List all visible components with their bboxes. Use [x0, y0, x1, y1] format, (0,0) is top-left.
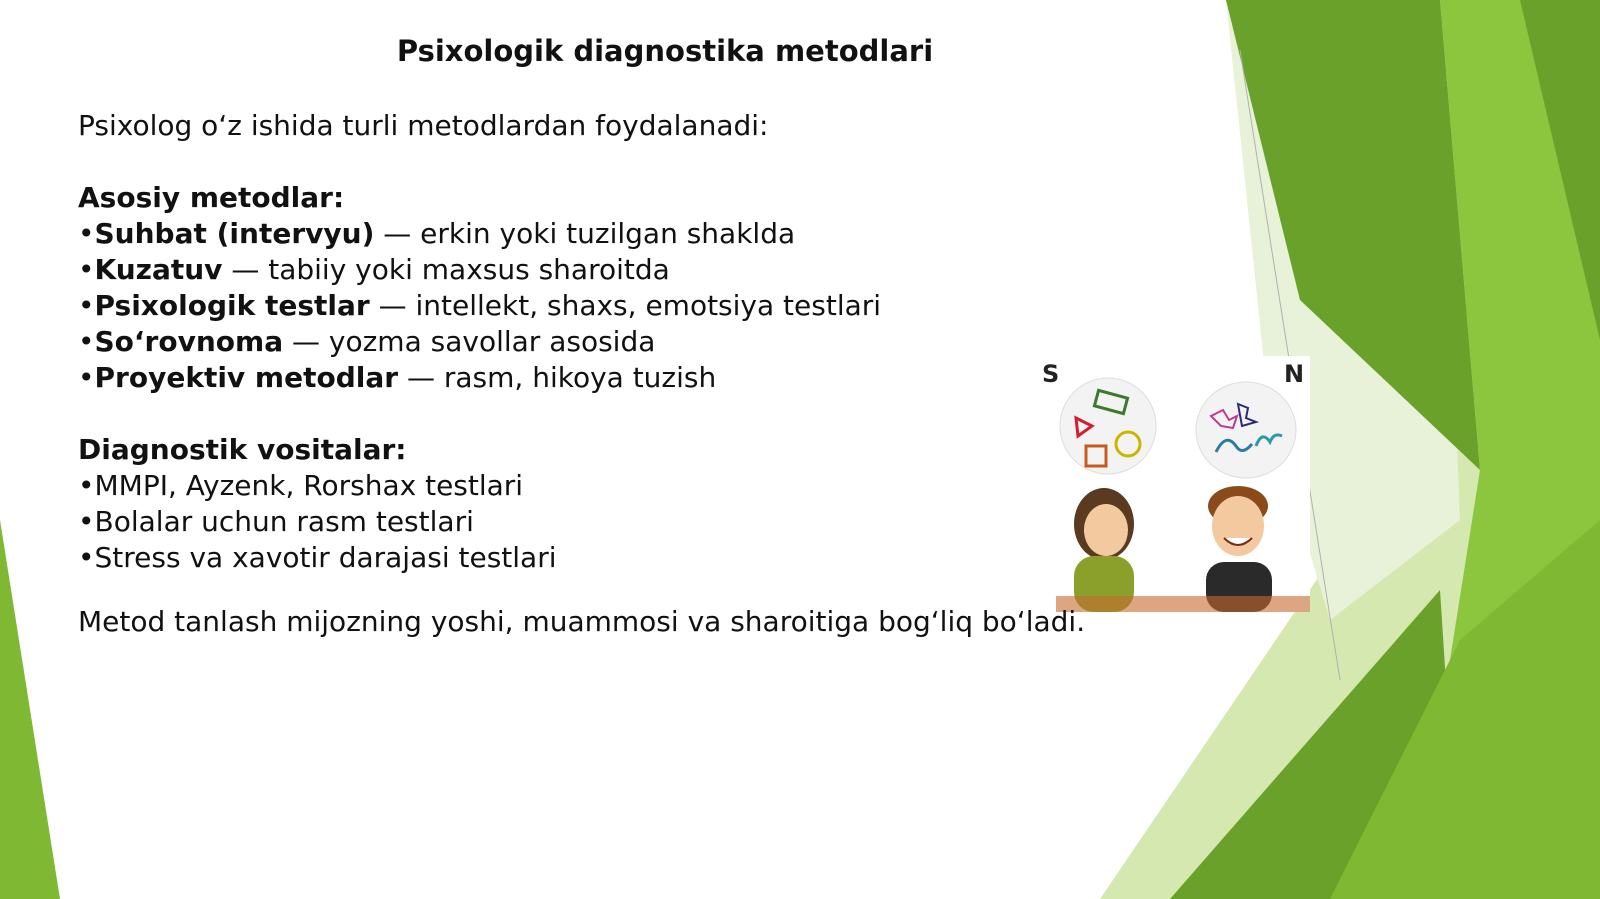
method-term: So‘rovnoma: [94, 325, 284, 358]
intro-text: Psixolog o‘z ishida turli metodlardan foydalanadi:: [78, 109, 769, 142]
method-description: — intellekt, shaxs, emotsiya testlari: [369, 289, 882, 322]
method-item: [78, 252, 1078, 288]
method-item: [78, 288, 1078, 324]
tools-heading: Diagnostik vositalar:: [78, 433, 407, 466]
tool-item: •Bolalar uchun rasm testlari: [78, 505, 474, 538]
method-item: [78, 360, 1078, 396]
bullet: •: [78, 217, 95, 250]
bullet: •: [78, 253, 95, 286]
method-item: [78, 216, 1078, 252]
method-description: — yozma savollar asosida: [283, 325, 656, 358]
bullet: •: [78, 325, 95, 358]
bullet: •: [78, 289, 95, 322]
methods-heading: Asosiy metodlar:: [78, 181, 345, 214]
corner-letter-left: S: [1042, 360, 1060, 388]
conclusion-text: Metod tanlash mijozning yoshi, muammosi va sharoitiga bog‘liq bo‘ladi.: [78, 605, 1086, 638]
spacer: [78, 144, 1078, 180]
tool-item: •MMPI, Ayzenk, Rorshax testlari: [78, 469, 524, 502]
slide-title: Psixologik diagnostika metodlari: [396, 34, 934, 68]
spacer: [78, 396, 1078, 432]
illustration-graphic: [1042, 356, 1310, 612]
methods-list: [78, 216, 1078, 396]
psychologist-illustration: [1042, 356, 1310, 612]
method-item: [78, 324, 1078, 360]
thought-bubble-right: [1196, 382, 1296, 478]
bullet: •: [78, 361, 95, 394]
method-term: Kuzatuv: [94, 253, 223, 286]
method-term: Proyektiv metodlar: [94, 361, 399, 394]
method-term: Suhbat (intervyu): [94, 217, 375, 250]
method-description: — tabiiy yoki maxsus sharoitda: [222, 253, 670, 286]
method-description: — erkin yoki tuzilgan shaklda: [374, 217, 796, 250]
slide-body: [78, 108, 1078, 576]
method-term: Psixologik testlar: [94, 289, 370, 322]
left-green-wedge: [0, 520, 60, 899]
corner-letter-right: N: [1284, 360, 1305, 388]
method-description: — rasm, hikoya tuzish: [398, 361, 717, 394]
tool-item: •Stress va xavotir darajasi testlari: [78, 541, 557, 574]
